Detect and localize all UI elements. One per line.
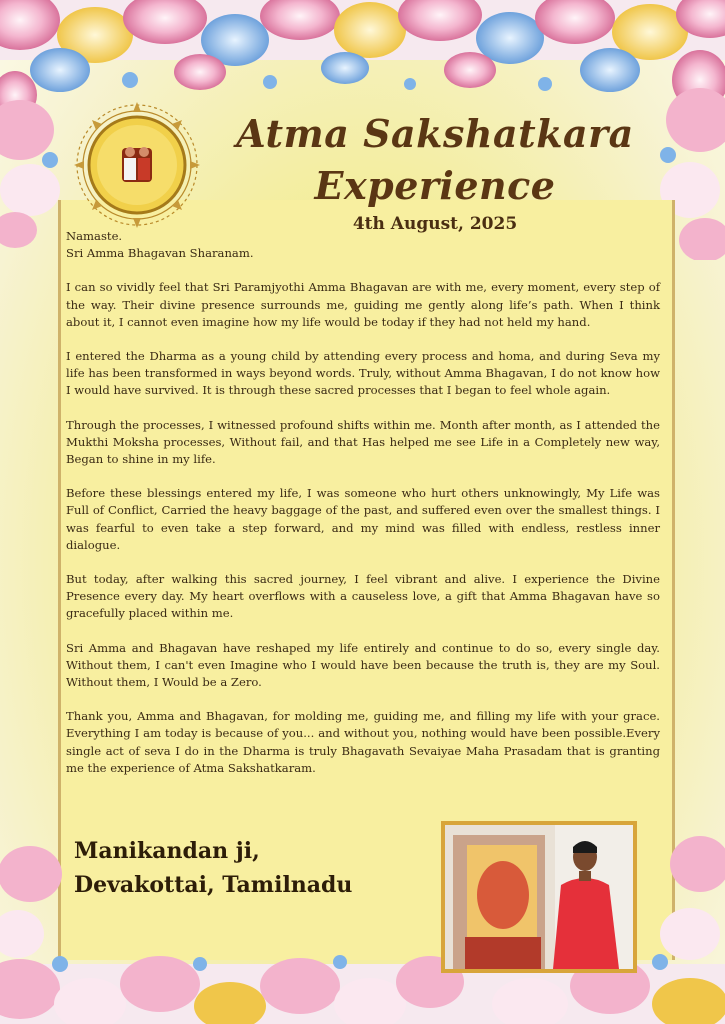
page-title [215,108,655,212]
person-photo [441,821,637,973]
greeting-line: Namaste. [66,229,123,243]
letter-paragraph: Thank you, Amma and Bhagavan, for molding me, guiding me, and filling my life with your grace. Everything I am today is because of you... and without you, nothing would have been possible.Every single act of seva I do in the Dharma is truly Bhagavath Sevaiyae Maha Prasadam that is granting me the experience of Atma Sakshatkaram. [66,709,660,775]
medallion-deity-image [72,100,202,230]
salutation-line: Sri Amma Bhagavan Sharanam. [66,246,254,261]
letter-paragraph: Through the processes, I witnessed profound shifts within me. Month after month, as I attended the Mukthi Moksha processes, Without fail, and that Has helped me see Life in a Completely new way, Began to shine in my life. [66,417,660,467]
letter-paragraph: I can so vividly feel that Sri Paramjyothi Amma Bhagavan are with me, every moment, every step of the way. Their divine presence surrounds me, guiding me gently along life’s path. When I think about it, I cannot even imagine how my life would be today if they had not held my hand. [66,280,660,329]
letter-greeting [66,228,660,262]
letter-paragraph: Before these blessings entered my life, I was someone who hurt others unknowingly, My Life was Full of Conflict, Carried the heavy baggage of the past, and suffered even over the smallest things. I was fearful to even take a step forward, and my mind was filled with endless, restless inner dialogue. [66,486,660,552]
signature-place: Devakottai, Tamilnadu [74,872,353,898]
letter-paragraph: Sri Amma and Bhagavan have reshaped my life entirely and continue to do so, every single day. Without them, I can't even Imagine who I would have been because the truth is, they are my Soul. Without them, I Would be a Zero. [66,640,660,690]
letter-paragraph: But today, after walking this sacred journey, I feel vibrant and alive. I experience the Divine Presence every day. My heart overflows with a causeless love, a gift that Amma Bhagavan have so gracefully placed within me. [66,572,660,621]
letter-paragraph: I entered the Dharma as a young child by attending every process and homa, and during Seva my life has been transformed in ways beyond words. Truly, without Amma Bhagavan, I do not know how I would have survived. It is through these sacred processes that I began to feel whole again. [66,349,660,398]
date-label: 4th August, 2025 [352,214,518,234]
title-line-2: Experience [314,163,556,208]
title-line-1: Atma Sakshatkara [236,111,634,156]
signature [74,834,352,902]
signature-name: Manikandan ji, [74,838,260,864]
letter-body [66,228,660,794]
